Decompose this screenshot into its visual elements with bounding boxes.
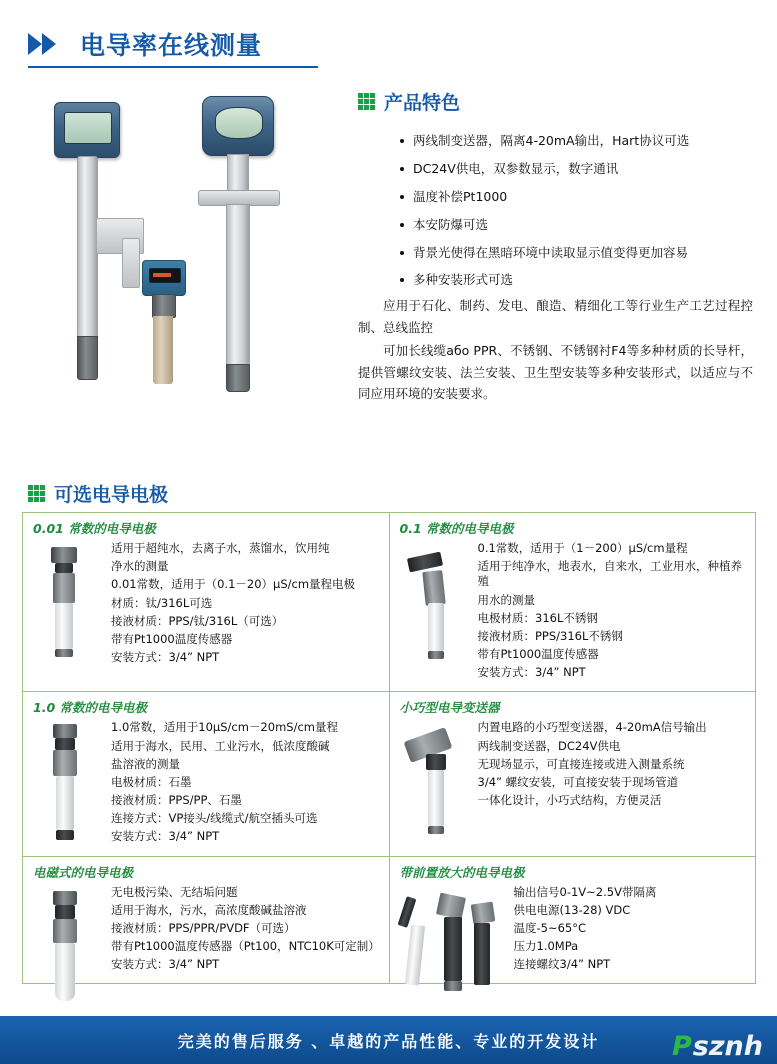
neck-shaft <box>227 154 249 192</box>
list-item: 两线制变送器，隔离4-20mA输出，Hart协议可选 <box>400 133 777 150</box>
lcd-screen-icon <box>64 112 112 144</box>
text-line: 安装方式：3/4” NPT <box>111 957 220 972</box>
cell-title: 0.01 常数的电导电极 <box>33 521 156 536</box>
cell-text <box>111 885 381 976</box>
lcd-screen-icon <box>215 107 263 139</box>
electrode-cell-0 <box>23 513 390 692</box>
electrode-10-icon <box>31 720 105 847</box>
double-chevron-right-icon <box>28 31 70 57</box>
text-line: 安装方式：3/4” NPT <box>111 829 220 844</box>
electrode-cell-4 <box>23 857 390 985</box>
electrodes-heading <box>28 480 168 507</box>
text-line: 0.01常数，适用于（0.1－20）μS/cm量程电极 <box>111 577 356 592</box>
list-item: 温度补偿Pt1000 <box>400 189 777 206</box>
cell-text <box>111 720 381 847</box>
display-head-icon <box>54 102 120 158</box>
page-title: 电导率在线测量 <box>80 31 263 60</box>
electrode-cell-1 <box>390 513 757 692</box>
table-row <box>23 692 756 856</box>
electrodes-table <box>22 512 756 984</box>
logo-letter-p: P <box>671 1031 692 1062</box>
text-line: 电极材质：316L不锈钢 <box>477 610 598 625</box>
cell-text <box>478 541 748 683</box>
text-line: 带有Pt1000温度传感器 <box>111 631 233 646</box>
text-line: 盐溶液的测量 <box>111 756 180 771</box>
text-line: 带有Pt1000温度传感器（Pt100，NTC10K可定制） <box>111 939 380 954</box>
led-display-icon <box>149 268 181 283</box>
text-line: 1.0常数，适用于10μS/cm－20mS/cm量程 <box>111 720 338 735</box>
text-line: 输出信号0-1V~2.5V带隔离 <box>513 884 657 899</box>
preamp-electrode-icon <box>398 885 508 976</box>
electrode-cell-2 <box>23 692 390 856</box>
text-line: 用水的测量 <box>477 592 535 607</box>
text-line: 接液材质：PPS/PPR/PVDF（可选） <box>111 920 296 935</box>
mounting-bracket-arm <box>122 238 140 288</box>
text-line: 适用于海水，污水，高浓度酸碱盐溶液 <box>111 902 307 917</box>
electrode-01-icon <box>398 541 472 683</box>
footer-slogan: 完美的售后服务 、卓越的产品性能、专业的开发设计 <box>177 1031 600 1051</box>
logo-text: sznh <box>692 1031 763 1062</box>
text-line: 适用于纯净水，地表水，自来水，工业用水，种植养殖 <box>477 559 742 589</box>
company-logo <box>672 1033 763 1060</box>
page-header <box>28 26 262 62</box>
cell-title: 带前置放大的电导电极 <box>399 864 525 880</box>
features-list <box>360 133 777 300</box>
text-line: 3/4” 螺纹安装，可直接安装于现场管道 <box>477 774 679 789</box>
text-line: 适用于海水，民用、工业污水，低浓度酸碱 <box>111 738 330 753</box>
grid-dots-icon <box>28 485 45 502</box>
flange-probe-shaft <box>226 204 250 366</box>
probe-tip <box>77 336 98 380</box>
text-line: 安装方式：3/4” NPT <box>111 650 220 665</box>
text-line: 电极材质：石墨 <box>111 774 192 789</box>
transmitter-round-head <box>202 96 274 156</box>
probe-shaft <box>77 156 98 338</box>
table-row <box>23 513 756 692</box>
compact-transmitter <box>142 260 186 296</box>
cell-text <box>478 720 748 811</box>
electrode-cell-5 <box>390 857 757 985</box>
text-line: 适用于超纯水，去离子水，蒸馏水，饮用纯 <box>111 541 330 555</box>
text-line: 连接方式：VP接头/线缆式/航空插头可选 <box>111 811 318 826</box>
cell-title: 小巧型电导变送器 <box>399 700 500 716</box>
features-heading <box>358 88 460 115</box>
cell-title: 0.1 常数的电导电极 <box>399 521 514 536</box>
product-photo-group <box>22 78 352 418</box>
list-item: DC24V供电，双参数显示，数字通讯 <box>400 161 777 178</box>
paragraph: 应用于石化、制药、发电、酿造、精细化工等行业生产工艺过程控制、总线监控 <box>358 298 753 335</box>
transmitter-square-head <box>54 102 120 158</box>
paragraph: 可加长线缆або PPR、不锈钢、不锈钢衬F4等多种材质的长导杆，提供管螺纹安装、法兰安装、卫生型安装等多种安装形式，以适应与不同应用环境的安装要求。 <box>358 343 753 401</box>
compact-neck <box>152 294 176 318</box>
text-line: 接液材质：PPS/316L不锈钢 <box>477 628 623 643</box>
electrode-001-icon <box>31 541 105 668</box>
table-row <box>23 857 756 985</box>
text-line: 温度-5~65°C <box>513 920 587 935</box>
electromagnetic-electrode-icon <box>31 885 105 976</box>
display-head-round-icon <box>202 96 274 156</box>
electrode-cell-3 <box>390 692 757 856</box>
cell-title: 1.0 常数的电导电极 <box>33 700 147 716</box>
electrodes-title: 可选电导电极 <box>54 484 169 506</box>
title-underline <box>28 66 318 68</box>
text-line: 净水的测量 <box>111 559 169 574</box>
text-line: 内置电路的小巧型变送器，4-20mA信号输出 <box>477 720 707 735</box>
cell-text <box>111 541 381 668</box>
list-item: 本安防爆可选 <box>400 217 777 234</box>
cell-title: 电磁式的电导电极 <box>33 864 134 880</box>
features-title: 产品特色 <box>384 92 461 114</box>
text-line: 接液材质：PPS/PP、石墨 <box>111 793 242 808</box>
text-line: 供电电源(13-28) VDC <box>513 902 631 917</box>
text-line: 连接螺纹3/4” NPT <box>513 957 611 972</box>
text-line: 两线制变送器，DC24V供电 <box>477 738 621 753</box>
text-line: 一体化设计，小巧式结构，方便灵活 <box>477 793 662 808</box>
text-line: 0.1常数，适用于（1－200）μS/cm量程 <box>477 541 688 555</box>
text-line: 安装方式：3/4” NPT <box>477 665 586 680</box>
list-item: 背景光使得在黑暗环境中读取显示值变得更加容易 <box>400 245 777 262</box>
text-line: 无电极污染、无结垢问题 <box>111 884 238 899</box>
cell-text <box>514 885 748 976</box>
flange-probe-tip <box>226 364 250 392</box>
text-line: 无现场显示，可直接连接或进入测量系统 <box>477 756 685 771</box>
features-description <box>358 295 753 407</box>
compact-transmitter-icon <box>398 720 472 811</box>
text-line: 压力1.0MPa <box>513 939 579 954</box>
page-footer <box>0 1016 777 1064</box>
list-item: 多种安装形式可选 <box>400 272 777 289</box>
text-line: 带有Pt1000温度传感器 <box>477 647 599 662</box>
text-line: 接液材质：PPS/钛/316L（可选） <box>111 613 284 628</box>
compact-probe-rod <box>153 316 173 384</box>
grid-dots-icon <box>358 93 375 110</box>
text-line: 材质：钛/316L可选 <box>111 595 213 610</box>
